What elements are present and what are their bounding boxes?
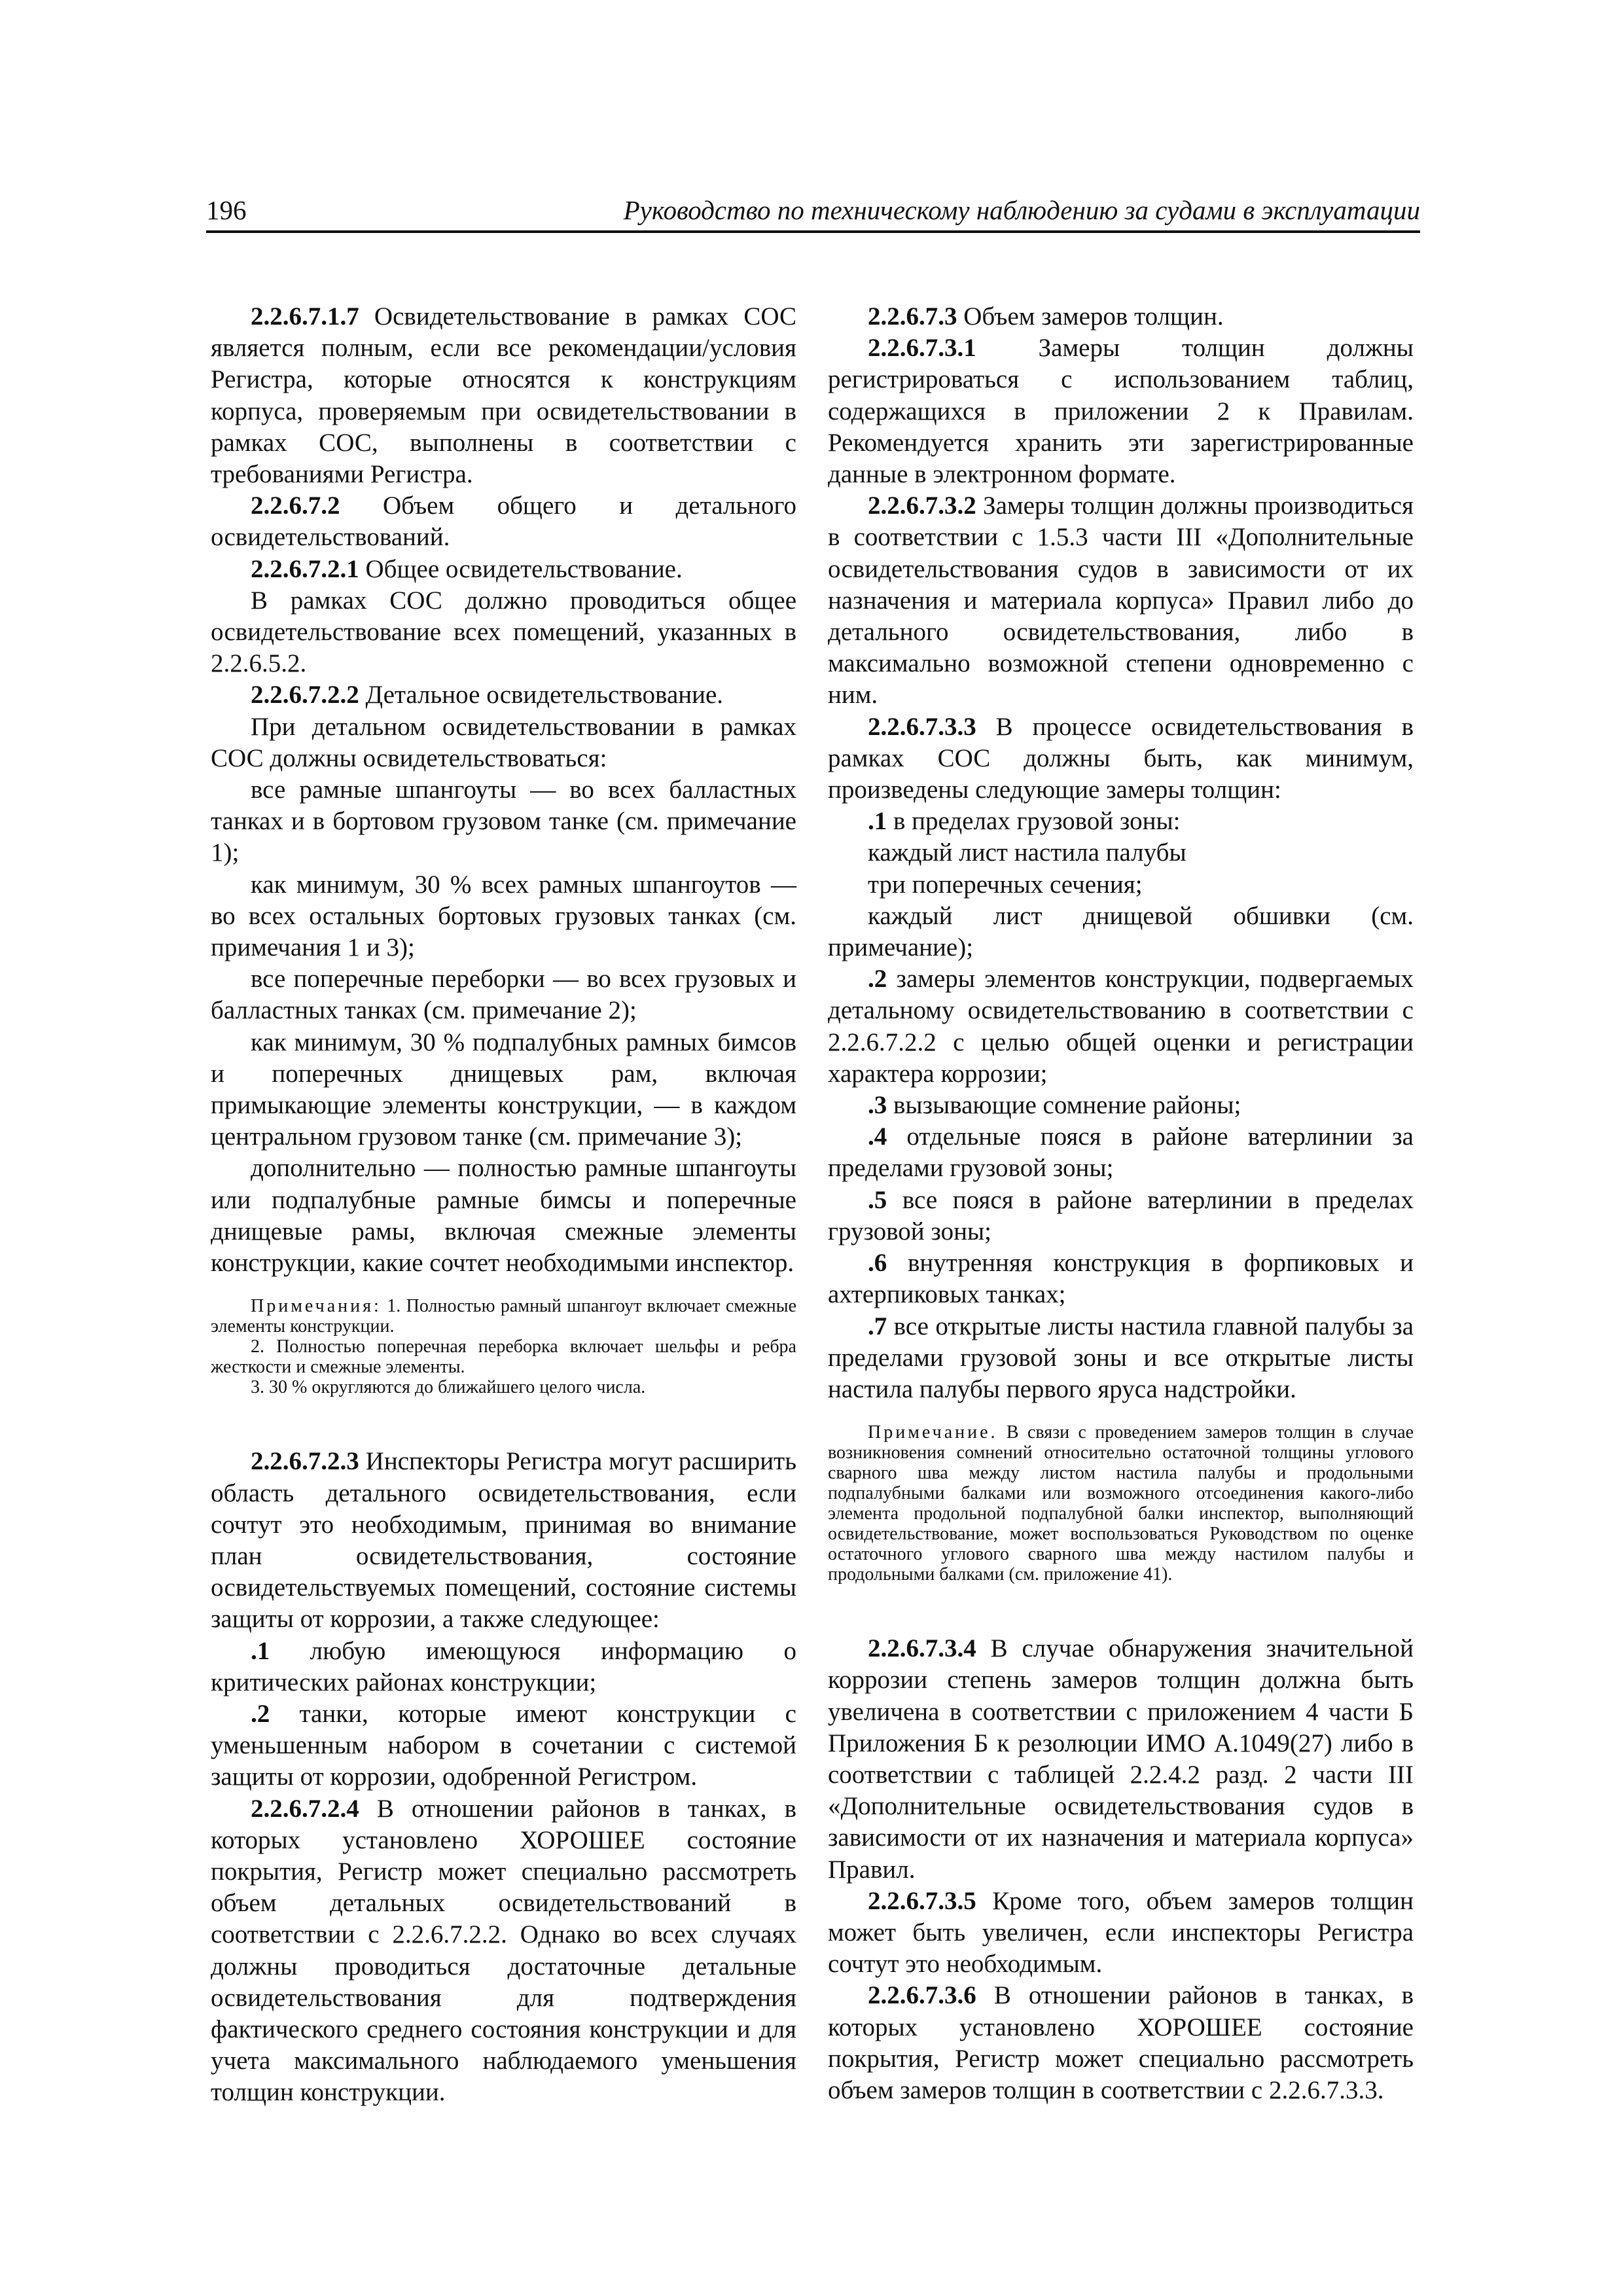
right-column [828, 301, 1414, 2106]
clause-number: 2.2.6.7.2.4 [251, 1794, 359, 1823]
paragraph: В рамках СОС должно проводиться общее освидетельствование всех помещений, указанных в 2.2.6.5.2. [211, 586, 796, 678]
paragraph: .4 отдельные пояся в районе ватерлинии за пределами грузовой зоны; [828, 1122, 1414, 1183]
paragraph: 2.2.6.7.2.1 Общее освидетельствование. [251, 554, 683, 583]
list-number: .3 [868, 1091, 887, 1120]
notes-block [828, 1422, 1414, 1585]
list-number: .4 [868, 1122, 887, 1151]
list-number: .2 [868, 965, 887, 994]
paragraph: все рамные шпангоуты — во всех балластных танках и в бортовом грузовом танке (см. примечание 1); [211, 776, 796, 867]
paragraph: При детальном освидетельствовании в рамках СОС должны освидетельствоваться: [211, 712, 796, 772]
notes-block [211, 1296, 796, 1397]
clause-number: 2.2.6.7.2.3 [251, 1447, 359, 1476]
note: Примечания: 1. Полностью рамный шпангоут включает смежные элементы конструкции. [211, 1296, 796, 1337]
list-number: .1 [868, 807, 887, 836]
page-number: 196 [206, 195, 247, 225]
list-number: .5 [868, 1185, 887, 1214]
paragraph: 2.2.6.7.3 Объем замеров толщин. [868, 302, 1224, 331]
clause-number: 2.2.6.7.3.5 [868, 1886, 976, 1915]
list-number: .2 [251, 1699, 270, 1728]
note: Примечание. В связи с проведением замеров толщин в случае возникновения сомнений относительно остаточной толщины углового сварного шва между листом настила палубы и продольными подпалубными балками или возможного отсоединения какого-либо элемента продольной подпалубной балки инспектор, выполняющий освидетельствование, может воспользоваться Руководством по оценке остаточного углового сварного шва между настилом палубы и продольными балками (см. приложение 41). [828, 1422, 1414, 1585]
paragraph: 2.2.6.7.2.4 В отношении районов в танках, в которых установлено ХОРОШЕЕ состояние покрытия, Регистр может специально рассмотреть объем детальных освидетельствований в соответствии с 2.2.6.7.2.2. Однако во всех случаях должны проводиться достаточные детальные освидетельствования для подтверждения фактического среднего состояния конструкции и для учета максимального наблюдаемого уменьшения толщин конструкции. [211, 1794, 796, 2107]
list-number: .7 [868, 1312, 887, 1340]
paragraph: 2.2.6.7.3.5 Кроме того, объем замеров толщин может быть увеличен, если инспекторы Регистра сочтут это необходимым. [828, 1886, 1414, 1979]
note-label: Примечание. [868, 1422, 998, 1443]
clause-number: 2.2.6.7.2 [251, 492, 340, 520]
paragraph: 2.2.6.7.2.3 Инспекторы Регистра могут расширить область детального освидетельствования, если сочтут это необходимым, принимая во внимание план освидетельствования, состояние освидетельствуемых помещений, состояние системы защиты от коррозии, а также следующее: [211, 1447, 796, 1634]
clause-number: 2.2.6.7.3.1 [868, 334, 976, 363]
running-title: Руководство по техническому наблюдению за судами в эксплуатации [623, 195, 1420, 225]
paragraph: 2.2.6.7.3.3 В процессе освидетельствования в рамках СОС должны быть, как минимум, произведены следующие замеры толщин: [828, 712, 1414, 804]
paragraph: 2.2.6.7.3.4 В случае обнаружения значительной коррозии степень замеров толщин должна быть увеличена в соответствии с приложением 4 части Б Приложения Б к резолюции ИМО А.1049(27) либо в соответствии с таблицей 2.2.4.2 разд. 2 части III «Дополнительные освидетельствования судов в зависимости от их назначения и материала корпуса» Правил. [828, 1634, 1414, 1884]
paragraph: дополнительно — полностью рамные шпангоуты или подпалубные рамные бимсы и поперечные днищевые рамы, включая смежные элементы конструкции, какие сочтет необходимыми инспектор. [211, 1154, 796, 1278]
left-column [211, 301, 796, 2109]
paragraph: все поперечные переборки — во всех грузовых и балластных танках (см. примечание 2); [211, 965, 796, 1025]
paragraph: .2 замеры элементов конструкции, подвергаемых детальному освидетельствованию в соответствии с 2.2.6.7.2.2 с целью общей оценки и регистрации характера коррозии; [828, 965, 1414, 1088]
paragraph: как минимум, 30 % подпалубных рамных бимсов и поперечных днищевых рам, включая примыкающие элементы конструкции, — в каждом центральном грузовом танке (см. примечание 3); [211, 1028, 796, 1151]
paragraph: .7 все открытые листы настила главной палубы за пределами грузовой зоны и все открытые листы настила палубы первого яруса надстройки. [828, 1312, 1414, 1403]
paragraph: 2.2.6.7.2 Объем общего и детального освидетельствований. [211, 492, 796, 552]
list-number: .1 [251, 1636, 270, 1665]
clause-number: 2.2.6.7.3.4 [868, 1634, 976, 1663]
list-number: .6 [868, 1249, 887, 1278]
paragraph: .5 все пояся в районе ватерлинии в пределах грузовой зоны; [828, 1185, 1414, 1246]
paragraph: .1 любую имеющуюся информацию о критических районах конструкции; [211, 1636, 796, 1696]
paragraph: .3 вызывающие сомнение районы; [868, 1091, 1241, 1120]
paragraph: каждый лист настила палубы [868, 838, 1186, 867]
paragraph: .6 внутренняя конструкция в форпиковых и ахтерпиковых танках; [828, 1249, 1414, 1309]
clause-number: 2.2.6.7.1.7 [251, 302, 359, 331]
page-header [206, 193, 1420, 232]
clause-number: 2.2.6.7.3.3 [868, 712, 976, 741]
paragraph: 2.2.6.7.3.1 Замеры толщин должны регистрироваться с использованием таблиц, содержащихся в приложении 2 к Правилам. Рекомендуется хранить эти зарегистрированные данные в электронном формате. [828, 334, 1414, 489]
note: 2. Полностью поперечная переборка включает шельфы и ребра жесткости и смежные элементы. [211, 1336, 796, 1378]
paragraph: 2.2.6.7.2.2 Детальное освидетельствование. [251, 681, 724, 709]
clause-number: 2.2.6.7.3.6 [868, 1981, 976, 2010]
clause-number: 2.2.6.7.2.1 [251, 554, 359, 583]
clause-number: 2.2.6.7.3 [868, 302, 957, 331]
paragraph: три поперечных сечения; [868, 870, 1143, 899]
paragraph: .2 танки, которые имеют конструкции с уменьшенным набором в сочетании с системой защиты от коррозии, одобренной Регистром. [211, 1699, 796, 1791]
paragraph: 2.2.6.7.3.6 В отношении районов в танках, в которых установлено ХОРОШЕЕ состояние покрытия, Регистр может специально рассмотреть объем замеров толщин в соответствии с 2.2.6.7.3.3. [828, 1981, 1414, 2104]
clause-number: 2.2.6.7.2.2 [251, 681, 359, 709]
paragraph: 2.2.6.7.1.7 Освидетельствование в рамках СОС является полным, если все рекомендации/условия Регистра, которые относятся к конструкциям корпуса, проверяемым при освидетельствовании в рамках СОС, выполнены в соответствии с требованиями Регистра. [211, 302, 796, 489]
header-rule [206, 230, 1420, 233]
clause-number: 2.2.6.7.3.2 [868, 492, 976, 520]
note: 3. 30 % округляются до ближайшего целого числа. [251, 1377, 646, 1398]
paragraph: как минимум, 30 % всех рамных шпангоутов — во всех остальных бортовых грузовых танках (см. примечания 1 и 3); [211, 870, 796, 962]
paragraph: 2.2.6.7.3.2 Замеры толщин должны производиться в соответствии с 1.5.3 части III «Дополнительные освидетельствования судов в зависимости от их назначения и материала корпуса» Правил либо до детального освидетельствования, либо в максимально возможной степени одновременно с ним. [828, 492, 1414, 709]
paragraph: каждый лист днищевой обшивки (см. примечание); [828, 901, 1414, 962]
note-label: Примечания: [251, 1296, 382, 1317]
paragraph: .1 в пределах грузовой зоны: [868, 807, 1181, 836]
